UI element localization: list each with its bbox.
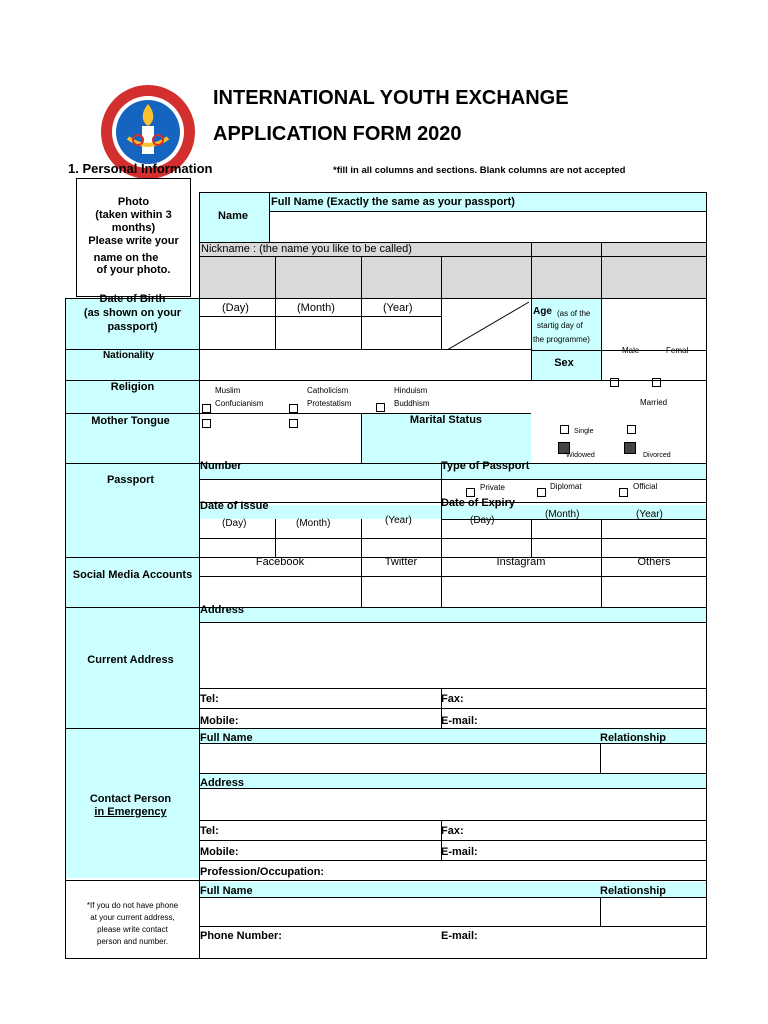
alt-relationship-label: Relationship	[600, 885, 667, 897]
dob-year: (Year)	[383, 302, 413, 314]
social-instagram-label: Instagram	[496, 556, 546, 568]
passport-diplomat-checkbox[interactable]	[537, 488, 546, 497]
alt-note-1: *If you do not have phone	[86, 901, 179, 910]
passport-private-checkbox[interactable]	[466, 488, 475, 497]
religion-muslim: Muslim	[215, 386, 241, 395]
form-title-line1: INTERNATIONAL YOUTH EXCHANGE	[213, 87, 569, 109]
age-note-2: startig day of	[537, 321, 583, 330]
name-label: Name	[218, 210, 248, 222]
age-note-1: (as of the	[557, 309, 591, 318]
expiry-day: (Day)	[470, 515, 495, 526]
passport-number-input[interactable]	[199, 480, 441, 502]
social-media-inputs[interactable]	[199, 576, 707, 607]
emergency-tel-label: Tel:	[200, 825, 219, 837]
religion-label: Religion	[110, 381, 155, 393]
alt-name-input[interactable]	[199, 898, 707, 926]
dob-day: (Day)	[222, 302, 249, 314]
section-heading: 1. Personal Information	[68, 161, 213, 176]
current-address-label: Current Address	[87, 654, 174, 666]
passport-type-label: Type of Passport	[441, 460, 530, 472]
dob-label-3: passport)	[107, 321, 158, 333]
nickname-caption: Nickname : (the name you like to be called)	[201, 243, 412, 255]
marital-married-checkbox[interactable]	[627, 425, 636, 434]
dob-month: (Month)	[297, 302, 335, 314]
emergency-profession-label: Profession/Occupation:	[200, 866, 325, 878]
nationality-label: Nationality	[102, 350, 155, 361]
passport-issue-label: Date of Issue	[200, 500, 269, 512]
age-label: Age	[533, 306, 552, 317]
marital-single-checkbox[interactable]	[560, 425, 569, 434]
alt-note-3: please write contact	[97, 925, 168, 934]
address-input[interactable]	[199, 622, 707, 688]
left-label-column	[66, 298, 199, 958]
alt-full-name-label: Full Name	[200, 885, 253, 897]
photo-label-5: name on the	[93, 252, 159, 264]
photo-label-3: months)	[111, 222, 156, 234]
issue-year: (Year)	[385, 515, 412, 526]
age-diagonal-line	[441, 298, 531, 350]
passport-private-label: Private	[480, 483, 505, 492]
issue-month: (Month)	[296, 518, 331, 529]
full-name-input[interactable]	[269, 212, 707, 242]
emergency-email-label: E-mail:	[441, 846, 478, 858]
emergency-relationship-label: Relationship	[600, 732, 667, 744]
emergency-name-input[interactable]	[199, 744, 707, 773]
expiry-month: (Month)	[545, 509, 580, 520]
expiry-year: (Year)	[636, 509, 663, 520]
passport-label: Passport	[106, 474, 155, 486]
sex-label: Sex	[554, 357, 574, 369]
photo-label-4: Please write your	[88, 235, 179, 247]
emergency-full-name-label: Full Name	[200, 732, 253, 744]
emergency-label: Contact Person	[89, 793, 172, 805]
social-media-label: Social Media Accounts	[72, 569, 193, 581]
religion-catholicism: Catholicism	[307, 386, 349, 395]
passport-number-label: Number	[200, 460, 242, 472]
passport-official-checkbox[interactable]	[619, 488, 628, 497]
emergency-fax-label: Fax:	[441, 825, 464, 837]
address-email-label: E-mail:	[441, 715, 478, 727]
address-fax-label: Fax:	[441, 693, 464, 705]
marital-divorced-label: Divorced	[643, 452, 671, 459]
marital-married-label: Married	[640, 398, 668, 407]
alt-note-2: at your current address,	[90, 913, 175, 922]
emergency-label-2: in Emergency	[94, 806, 167, 818]
photo-label-2: (taken within 3	[95, 209, 172, 221]
religion-confucianism: Confucianism	[215, 399, 264, 408]
address-mobile-label: Mobile:	[200, 715, 239, 727]
photo-label: Photo	[117, 196, 150, 208]
passport-official-label: Official	[633, 482, 658, 491]
full-name-caption: Full Name (Exactly the same as your passport)	[271, 196, 515, 208]
marital-widowed-label: Widowed	[566, 452, 595, 459]
dob-label-2: (as shown on your	[83, 307, 182, 319]
address-caption: Address	[200, 604, 245, 616]
religion-protestatism: Protestatism	[307, 399, 352, 408]
alt-email-label: E-mail:	[441, 930, 478, 942]
religion-buddhism: Buddhism	[394, 399, 430, 408]
age-note-3: the programme)	[533, 335, 590, 344]
marital-status-label: Marital Status	[409, 414, 483, 426]
nationality-input[interactable]	[199, 350, 531, 380]
issue-day: (Day)	[222, 518, 247, 529]
alt-note-4: person and number.	[96, 937, 169, 946]
address-header	[199, 607, 707, 622]
fill-note: *fill in all columns and sections. Blank columns are not accepted	[333, 165, 626, 176]
emergency-mobile-label: Mobile:	[200, 846, 239, 858]
religion-hinduism-checkbox[interactable]	[376, 403, 385, 412]
passport-diplomat-label: Diplomat	[550, 482, 582, 491]
mother-tongue-input[interactable]	[199, 413, 361, 463]
mother-tongue-label: Mother Tongue	[91, 415, 170, 427]
emergency-address-label: Address	[200, 777, 245, 789]
address-tel-label: Tel:	[200, 693, 219, 705]
social-others-label: Others	[637, 556, 671, 568]
dob-label: Date of Birth	[99, 293, 166, 305]
marital-divorced-checkbox[interactable]	[624, 442, 636, 454]
emergency-address-header	[199, 773, 707, 788]
form-title-line2: APPLICATION FORM 2020	[213, 123, 462, 145]
photo-label-6: of your photo.	[96, 264, 171, 276]
sex-female-label: Femal	[666, 346, 689, 355]
alt-phone-label: Phone Number:	[200, 930, 282, 942]
sex-male-label: Male	[622, 346, 640, 355]
religion-catholicism-checkbox[interactable]	[289, 404, 298, 413]
religion-muslim-checkbox[interactable]	[202, 404, 211, 413]
passport-expiry-label: Date of Expiry	[441, 497, 515, 509]
social-facebook-label: Facebook	[255, 556, 305, 568]
marital-single-label: Single	[574, 428, 594, 435]
dob-input[interactable]	[199, 316, 441, 349]
religion-hinduism: Hinduism	[394, 386, 428, 395]
emergency-address-input[interactable]	[199, 789, 707, 820]
social-twitter-label: Twitter	[384, 556, 418, 568]
